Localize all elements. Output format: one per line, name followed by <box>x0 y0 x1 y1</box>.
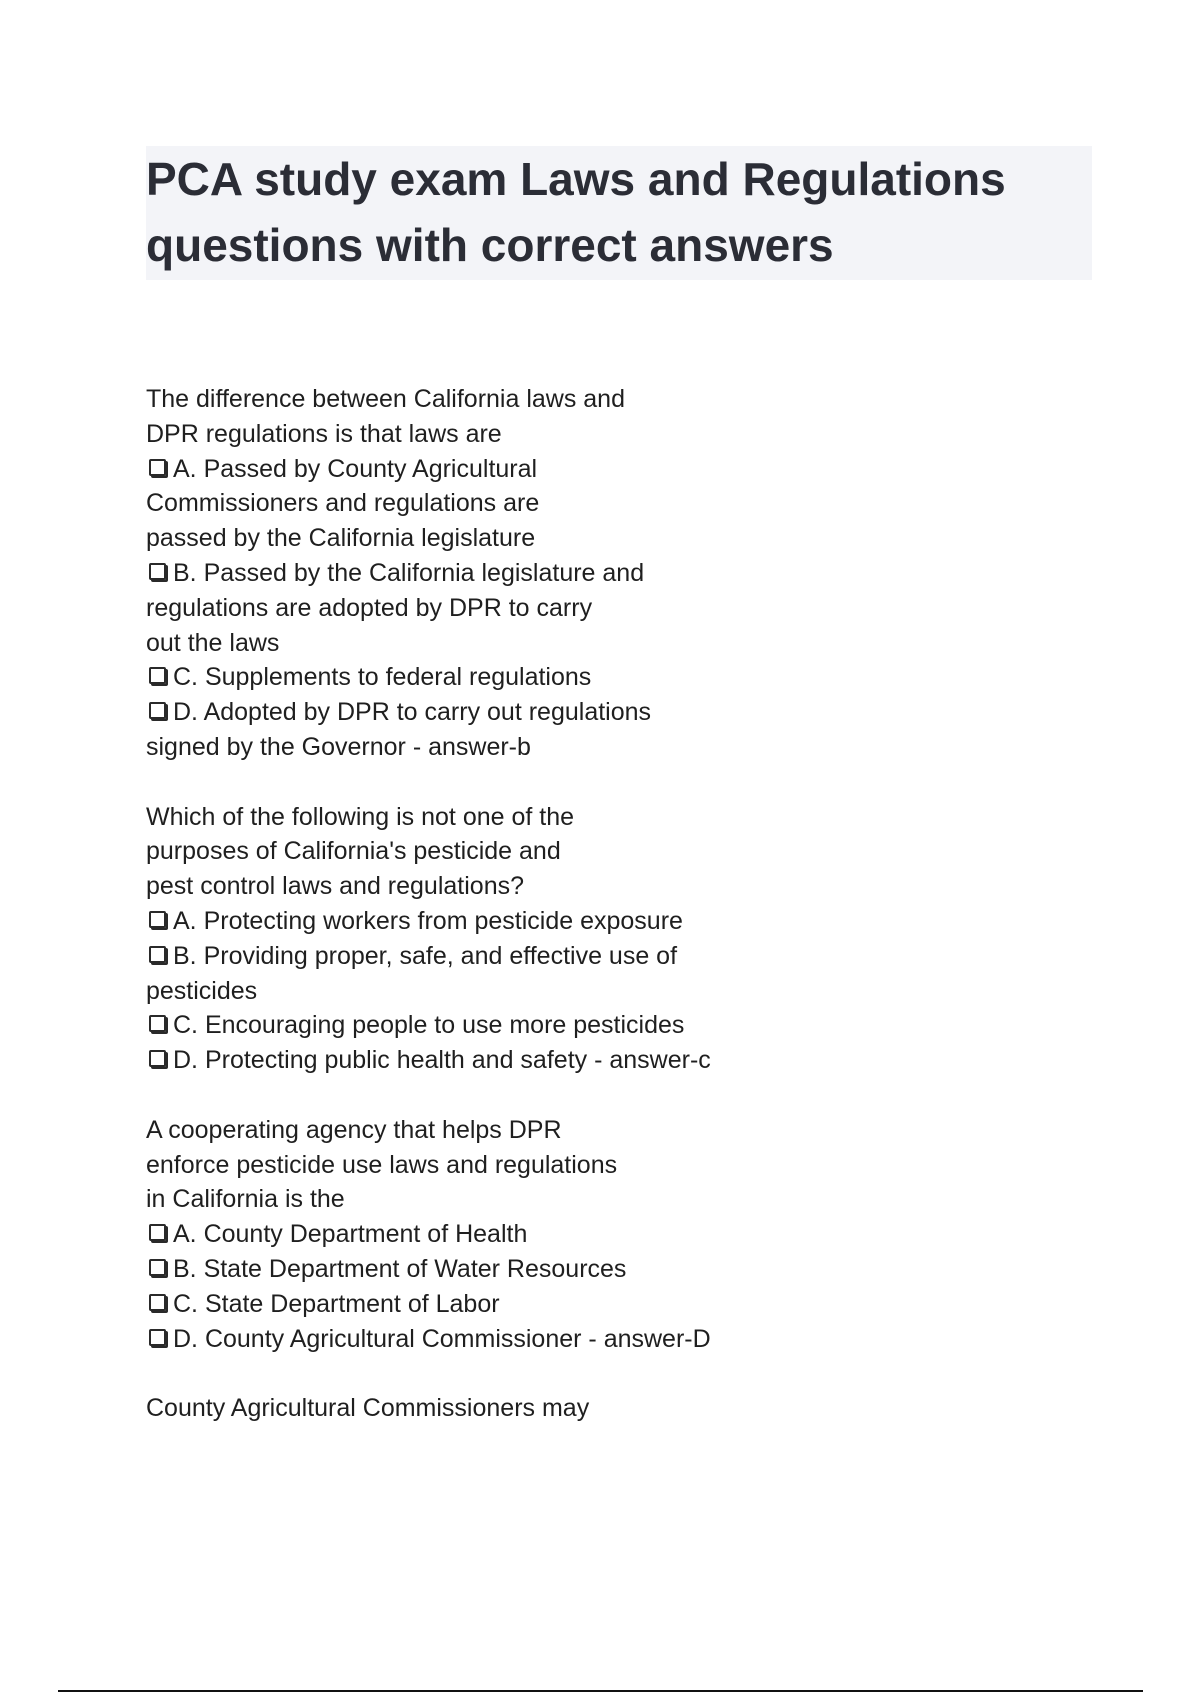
question-text: A cooperating agency that helps DPR enforce pesticide use laws and regulations in California is the <box>146 1115 618 1214</box>
option-text: D. Adopted by DPR to carry out regulations signed by the Governor - answer-b <box>146 698 652 761</box>
option-c <box>146 1287 866 1322</box>
option-a <box>146 1217 866 1252</box>
option-c <box>146 1008 866 1043</box>
checkbox-icon <box>149 1294 166 1311</box>
page-title <box>146 146 1092 278</box>
checkbox-icon <box>149 667 166 684</box>
questions-list <box>146 382 866 1461</box>
checkbox-icon <box>149 1259 166 1276</box>
option-a <box>146 904 866 939</box>
question-text: The difference between California laws and DPR regulations is that laws are <box>146 385 625 448</box>
title-block <box>146 146 1092 280</box>
question-2 <box>146 800 866 1078</box>
option-text: B. State Department of Water Resources <box>173 1254 627 1283</box>
page-title-line-2: questions with correct answers <box>146 219 834 271</box>
option-text: D. County Agricultural Commissioner - answer-D <box>173 1324 711 1353</box>
question-text: Which of the following is not one of the purposes of California's pesticide and pest control laws and regulations? <box>146 802 575 901</box>
option-b <box>146 556 866 660</box>
checkbox-icon <box>149 702 166 719</box>
option-text: A. Protecting workers from pesticide exposure <box>173 906 683 935</box>
question-4 <box>146 1391 866 1426</box>
option-d <box>146 1043 866 1078</box>
option-text: C. State Department of Labor <box>173 1289 500 1318</box>
checkbox-icon <box>149 911 166 928</box>
option-d <box>146 695 866 765</box>
question-3 <box>146 1113 866 1357</box>
checkbox-icon <box>149 946 166 963</box>
option-text: B. Passed by the California legislature and regulations are adopted by DPR to carry out the laws <box>146 558 645 657</box>
option-text: C. Encouraging people to use more pesticides <box>173 1011 685 1040</box>
checkbox-icon <box>149 459 166 476</box>
option-b <box>146 939 866 1009</box>
checkbox-icon <box>149 563 166 580</box>
option-text: D. Protecting public health and safety - answer-c <box>173 1046 711 1075</box>
option-d <box>146 1322 866 1357</box>
question-text: County Agricultural Commissioners may <box>146 1394 590 1423</box>
option-a <box>146 452 866 556</box>
page-title-line-1: PCA study exam Laws and Regulations <box>146 153 1006 205</box>
option-c <box>146 660 866 695</box>
checkbox-icon <box>149 1050 166 1067</box>
page-bottom-divider <box>58 1690 1143 1692</box>
checkbox-icon <box>149 1329 166 1346</box>
option-text: B. Providing proper, safe, and effective use of pesticides <box>146 941 678 1005</box>
question-1 <box>146 382 866 765</box>
checkbox-icon <box>149 1015 166 1032</box>
option-text: A. Passed by County Agricultural Commissioners and regulations are passed by the California legislature <box>146 454 540 553</box>
option-text: C. Supplements to federal regulations <box>173 663 592 692</box>
option-text: A. County Department of Health <box>173 1220 528 1249</box>
checkbox-icon <box>149 1224 166 1241</box>
option-b <box>146 1252 866 1287</box>
